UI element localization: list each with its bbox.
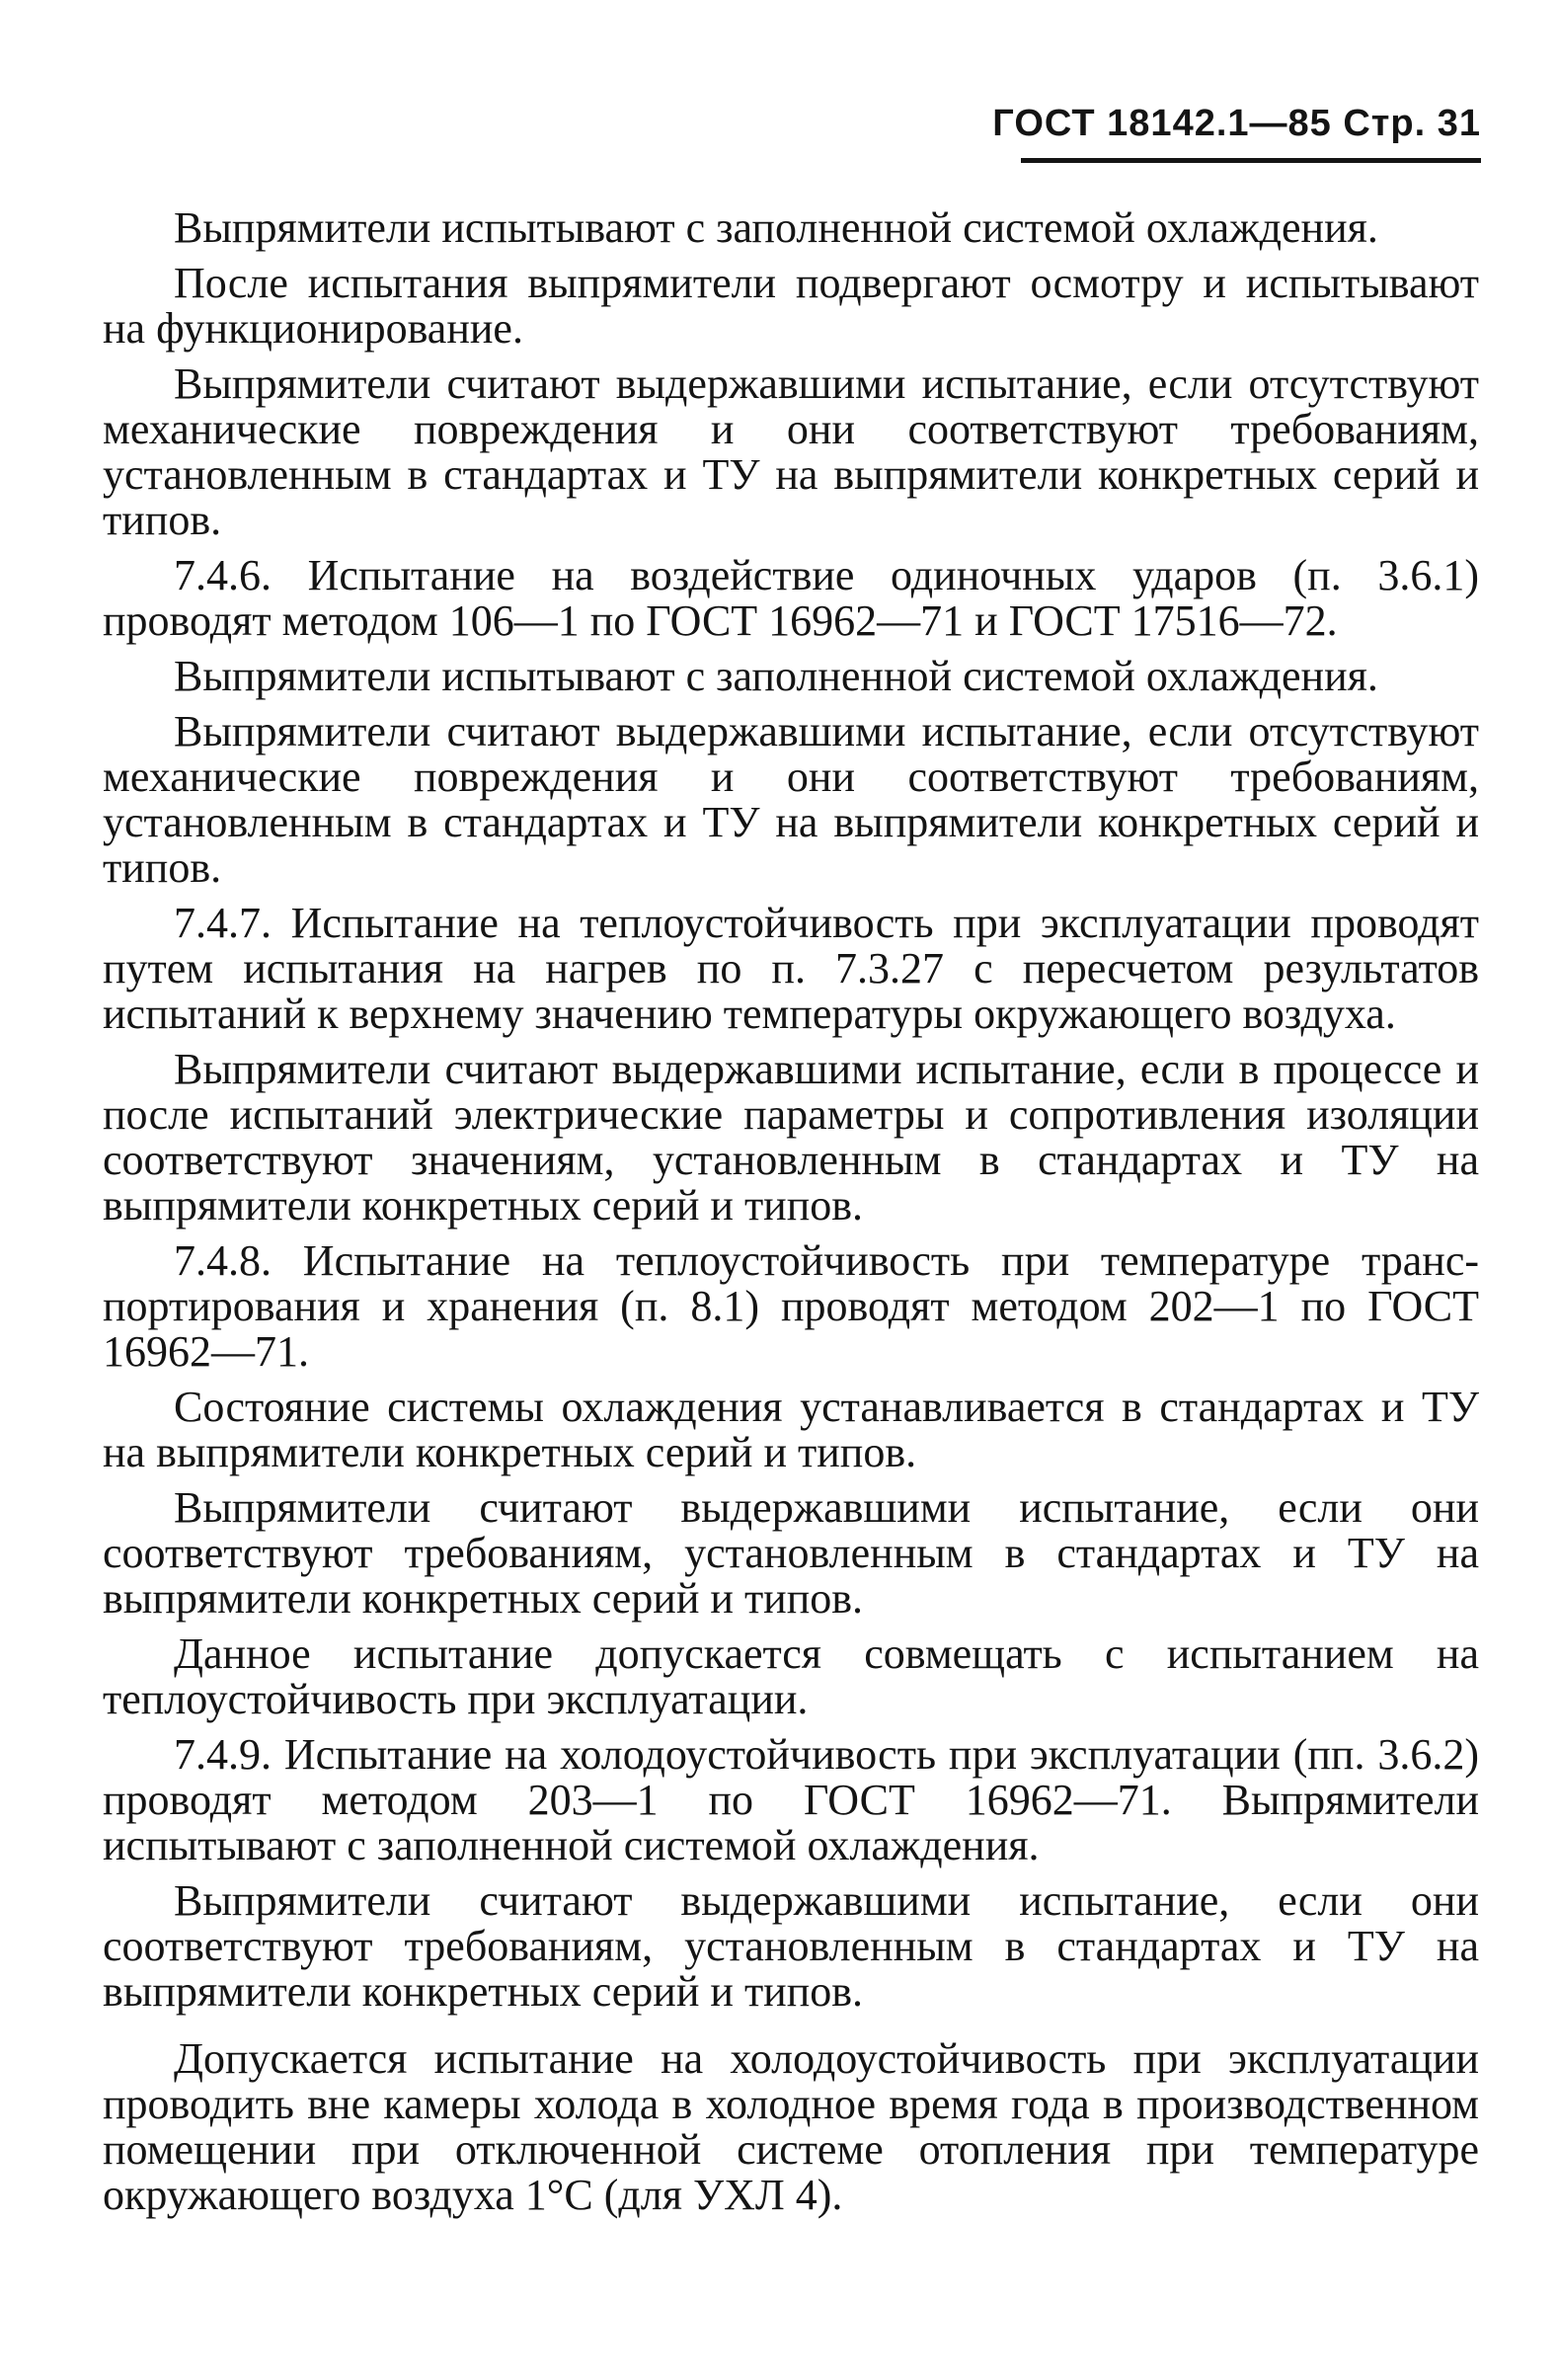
paragraph: Выпрямители считают выдержавшими испытание, если они соответствуют требованиям, установленным в стандартах и ТУ на выпрямители конкретных серий и типов. xyxy=(103,1483,1479,1623)
paragraph-section-7-4-9: 7.4.9. Испытание на холодоустойчивость при эксплуатации (пп. 3.6.2) проводят методом 203—1 по ГОСТ 16962—71. Выпрямители испытывают с заполненной системой охлаждения. xyxy=(103,1730,1479,1869)
running-title: ГОСТ 18142.1—85 Стр. 31 xyxy=(992,103,1481,144)
header-rule xyxy=(1021,158,1481,163)
paragraph: Данное испытание допускается совмещать с испытанием на теплоустойчивость при эксплуатации. xyxy=(103,1629,1479,1723)
paragraph: Выпрямители считают выдержавшими испытание, если в процессе и после испытаний электрические параметры и сопротивления изоляции соответствуют значениям, установленным в стандартах и ТУ на выпрямители конкретных серий и типов. xyxy=(103,1045,1479,1230)
paragraph-section-7-4-7: 7.4.7. Испытание на теплоустойчивость при эксплуатации проводят путем испытания на нагрев по п. 7.3.27 с пересчетом результатов испытаний к верхнему значению температуры окружающего воздуха. xyxy=(103,899,1479,1038)
paragraph: Выпрямители считают выдержавшими испытание, если они соответствуют требованиям, установленным в стандартах и ТУ на выпрямители конкретных серий и типов. xyxy=(103,1876,1479,2016)
paragraph: Состояние системы охлаждения устанавливается в стандартах и ТУ на выпрямители конкретных серий и типов. xyxy=(103,1383,1479,1476)
page-header xyxy=(992,103,1481,182)
paragraph-section-7-4-8: 7.4.8. Испытание на теплоустойчивость при температуре транспортирования и хранения (п. 8.1) проводят методом 202—1 по ГОСТ 16962—71. xyxy=(103,1236,1479,1376)
document-body xyxy=(103,205,1479,2228)
paragraph-section-7-4-6: 7.4.6. Испытание на воздействие одиночных ударов (п. 3.6.1) проводят методом 106—1 по ГОСТ 16962—71 и ГОСТ 17516—72. xyxy=(103,551,1479,645)
paragraph: После испытания выпрямители подвергают осмотру и испытывают на функционирование. xyxy=(103,259,1479,353)
paragraph: Выпрямители испытывают с заполненной системой охлаждения. xyxy=(174,652,1378,700)
paragraph: Выпрямители испытывают с заполненной системой охлаждения. xyxy=(174,203,1378,252)
paragraph: Допускается испытание на холодоустойчивость при эксплуатации проводить вне камеры холода в холодное время года в производственном помещении при отключенной системе отопления при температуре окружающего воздуха 1°С (для УХЛ 4). xyxy=(103,2034,1479,2219)
paragraph: Выпрямители считают выдержавшими испытание, если отсутствуют механические повреждения и они соответствуют требованиям, установленным в стандартах и ТУ на выпрямители конкретных серий и типов. xyxy=(103,359,1479,544)
paragraph: Выпрямители считают выдержавшими испытание, если отсутствуют механические повреждения и они соответствуют требованиям, установленным в стандартах и ТУ на выпрямители конкретных серий и типов. xyxy=(103,707,1479,892)
